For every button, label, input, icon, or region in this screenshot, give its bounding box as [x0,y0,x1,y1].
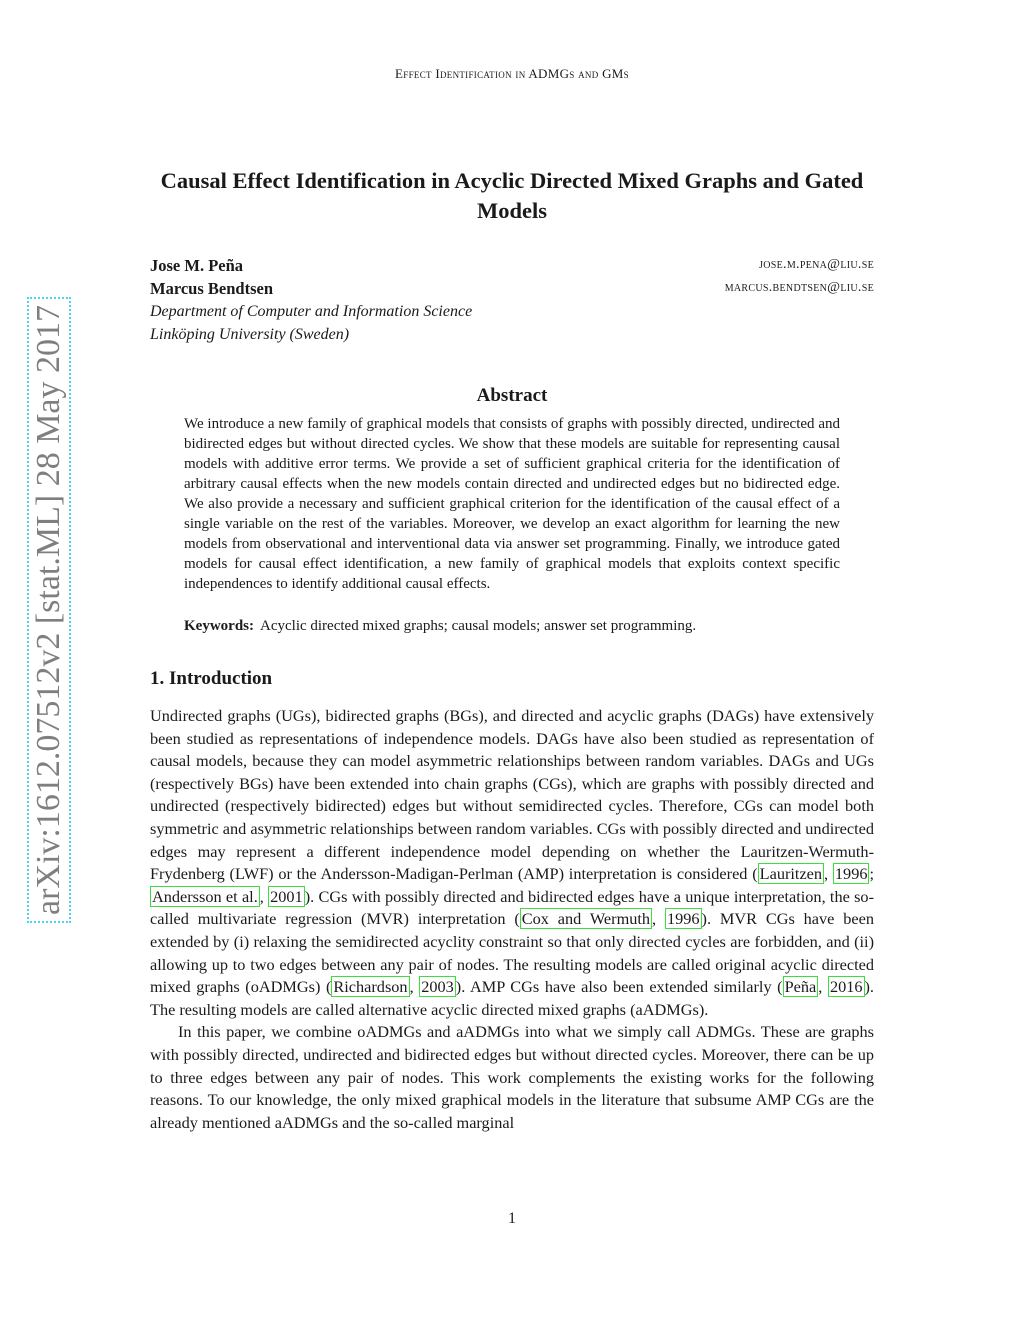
affiliation-university: Linköping University (Sweden) [150,326,350,343]
intro-text: ). The resulting models are called alternative acyclic directed mixed graphs (aADMGs). [150,977,874,1019]
author-email[interactable]: jose.m.pena@liu.se [759,257,874,272]
citation-link[interactable]: Andersson et al. [152,886,258,906]
keywords-list: Acyclic directed mixed graphs; causal models; answer set programming. [260,618,697,634]
keywords-label: Keywords: [184,618,254,634]
author-email[interactable]: marcus.bendtsen@liu.se [724,280,874,295]
citation-link[interactable]: 1996 [834,864,868,884]
citation-link[interactable]: Lauritzen [759,864,823,884]
citation-link[interactable]: 2003 [421,977,454,997]
intro-text: ). AMP CGs have also been extended similarly ( [455,977,783,997]
keywords [184,618,840,635]
section-number: 1. [150,668,165,689]
section-title: Introduction [169,668,273,689]
citation-link[interactable]: Cox and Wermuth [521,909,651,929]
abstract-heading: Abstract [476,385,548,406]
citation-link[interactable]: Peña [784,977,817,997]
abstract-text: We introduce a new family of graphical models that consists of graphs with possibly directed, undirected and bidirected edges but without directed cycles. We show that these models are suitable for representing causal models with additive error terms. We provide a set of sufficient graphical criteria for the identification of arbitrary causal effects when the new models contain directed and undirected edges but no bidirected edge. We also provide a necessary and sufficient graphical criterion for the identification of the causal effect of a single variable on the rest of the variables. Moreover, we develop an exact algorithm for learning the new models from observational and interventional data via answer set programming. Finally, we introduce gated models for causal effect identification, a new family of graphical models that exploits context specific independences to identify additional causal effects. [184,416,840,592]
intro-text: ). MVR CGs have been extended by (i) relaxing the semidirected acyclity constraint so that only directed cycles are forbidden, and (ii) allowing up to two edges between any pair of nodes. The resulting models are called original acyclic directed mixed graphs (oADMGs) ( [150,909,874,997]
arxiv-stamp-text[interactable]: arXiv:1612.07512v2 [stat.ML] 28 May 2017 [27,297,71,923]
citation-link[interactable]: 1996 [666,909,700,929]
author-name: Marcus Bendtsen [150,279,273,298]
affiliation-department: Department of Computer and Information Science [150,303,473,320]
author-row [150,256,874,276]
citation-link[interactable]: 2016 [829,977,863,997]
author-row [150,279,874,299]
intro-paragraph-2: In this paper, we combine oADMGs and aADMGs into what we simply call ADMGs. These are graphs with possibly directed, undirected and bidirected edges but without directed cycles. Moreover, there can be up to three edges between any pair of nodes. This work complements the existing works for the following reasons. To our knowledge, the only mixed graphical models in the literature that subsume AMP CGs are the already mentioned aADMGs and the so-called marginal [150,1022,874,1132]
citation-link[interactable]: 2001 [270,886,303,906]
page-number: 1 [508,1210,516,1227]
author-name: Jose M. Peña [150,256,244,275]
intro-paragraph-1: Undirected graphs (UGs), bidirected graphs (BGs), and directed and acyclic graphs (DAGs) have extensively been studied as representations of independence models. DAGs have also been studied as representation of causal models, because they can model asymmetric relationships between random variables. DAGs and UGs (respectively BGs) have been extended into chain graphs (CGs), which are graphs with possibly directed and undirected (respectively bidirected) edges but without semidirected cycles. Therefore, CGs can model both symmetric and asymmetric relationships between random variables. CGs with possibly directed and undirected edges may represent a different independence model depending on whether the Lauritzen-Wermuth-Frydenberg (LWF) or the Andersson-Madigan-Perlman (AMP) interpretation is considered ( Lauritzen , 1996 ; Andersson et al. , 2001 ). CGs with possibly directed and bidirected edges have a unique interpretation, the so-called multivariate regression (MVR) interpretation ( Cox and Wermuth , 1996 ). MVR CGs have been extended by (i) relaxing the semidirected acyclity constraint so that only directed cycles are forbidden, and (ii) allowing up to two edges between any pair of nodes. The resulting models are called original acyclic directed mixed graphs (oADMGs) ( Richardson , 2003 ). AMP CGs have also been extended similarly ( Peña , 2016 ). The resulting models are called alternative acyclic directed mixed graphs (aADMGs). [150,706,874,1019]
citation-link[interactable]: Richardson [333,977,408,997]
intro-text: ). CGs with possibly directed and bidirected edges have a unique interpretation, the so-called multivariate regression (MVR) interpretation ( [150,886,874,929]
section-heading [150,668,272,690]
running-head: Effect Identification in ADMGs and GMs [395,66,629,81]
paper-title: Causal Effect Identification in Acyclic Directed Mixed Graphs and Gated Models [160,168,864,223]
intro-text: Undirected graphs (UGs), bidirected graphs (BGs), and directed and acyclic graphs (DAGs) have extensively been studied as representations of independence models. DAGs have also been studied as representation of causal models, because they can model asymmetric relationships between random variables. DAGs and UGs (respectively BGs) have been extended into chain graphs (CGs), which are graphs with possibly directed and undirected (respectively bidirected) edges but without semidirected cycles. Therefore, CGs can model both symmetric and asymmetric relationships between random variables. CGs with possibly directed and undirected edges may represent a different independence model depending on whether the Lauritzen-Wermuth-Frydenberg (LWF) or the Andersson-Madigan-Perlman (AMP) interpretation is considered ( [150,706,874,884]
introduction-body [150,705,874,1134]
